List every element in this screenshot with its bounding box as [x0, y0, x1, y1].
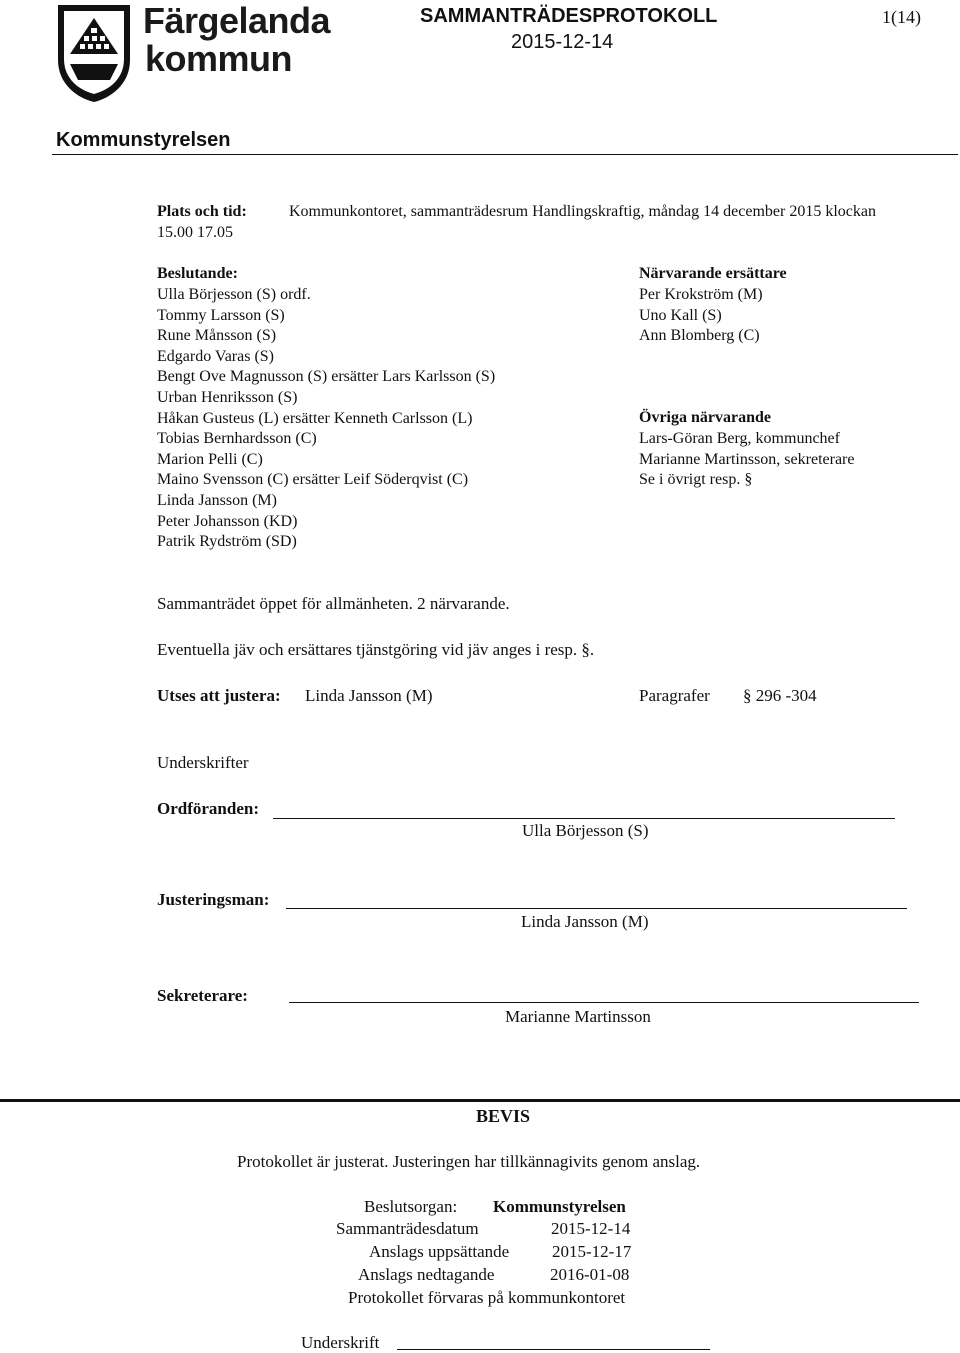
bevis-row-value: 2015-12-17 — [552, 1242, 632, 1261]
paragrafer-label: Paragrafer — [639, 686, 710, 705]
bevis-row-label: Anslags uppsättande — [369, 1242, 510, 1261]
list-item: Per Krokström (M) — [639, 286, 763, 303]
list-item: Patrik Rydström (SD) — [157, 533, 297, 551]
justeringsman-signature-line — [286, 908, 907, 909]
bevis-row-value: Kommunstyrelsen — [493, 1197, 626, 1216]
beslutande-heading: Beslutande: — [157, 265, 238, 282]
list-item: Marianne Martinsson, sekreterare — [639, 450, 855, 468]
list-item: Uno Kall (S) — [639, 306, 722, 324]
justera-name: Linda Jansson (M) — [305, 686, 433, 705]
place-time-value: Kommunkontoret, sammanträdesrum Handlingskraftig, måndag 14 december 2015 klockan — [289, 203, 876, 220]
document-title: SAMMANTRÄDESPROTOKOLL — [420, 5, 718, 27]
logo-wordmark-line2: kommun — [145, 38, 293, 79]
logo-wordmark-line1: Färgelanda — [143, 0, 331, 41]
bevis-row-label: Sammanträdesdatum — [336, 1219, 479, 1238]
justeringsman-name: Linda Jansson (M) — [521, 912, 649, 931]
municipal-coat-of-arms-logo — [55, 2, 133, 104]
justera-label: Utses att justera: — [157, 686, 281, 705]
list-item: Ulla Börjesson (S) ordf. — [157, 286, 311, 303]
list-item: Tobias Bernhardsson (C) — [157, 430, 317, 448]
ordforanden-name: Ulla Börjesson (S) — [522, 821, 649, 840]
list-item: Edgardo Varas (S) — [157, 347, 275, 365]
place-time-label: Plats och tid: — [157, 203, 247, 220]
place-time-value-continued: 15.00 17.05 — [157, 224, 233, 241]
list-item: Lars-Göran Berg, kommunchef — [639, 430, 840, 447]
list-item: Maino Svensson (C) ersätter Leif Söderqvist (C) — [157, 471, 469, 489]
sekreterare-signature-line — [289, 1002, 919, 1003]
sekreterare-name: Marianne Martinsson — [505, 1007, 651, 1026]
ovriga-heading: Övriga närvarande — [639, 409, 771, 426]
paragrafer-value: § 296 -304 — [743, 686, 817, 705]
underskrift-signature-line — [397, 1349, 710, 1350]
list-item: Marion Pelli (C) — [157, 450, 263, 468]
list-item: Håkan Gusteus (L) ersätter Kenneth Carlsson (L) — [157, 409, 473, 427]
sekreterare-label: Sekreterare: — [157, 986, 248, 1005]
ordforanden-signature-line — [273, 818, 895, 819]
list-item: Tommy Larsson (S) — [157, 306, 285, 324]
bevis-divider — [0, 1099, 960, 1102]
list-item: Ann Blomberg (C) — [639, 327, 760, 345]
document-date: 2015-12-14 — [511, 31, 614, 53]
ersattare-heading: Närvarande ersättare — [639, 265, 787, 282]
bevis-storage: Protokollet förvaras på kommunkontoret — [348, 1288, 626, 1307]
list-item: Linda Jansson (M) — [157, 491, 277, 509]
ovriga-list — [639, 429, 854, 491]
page-number: 1(14) — [882, 7, 921, 27]
list-item: Se i övrigt resp. § — [639, 471, 753, 489]
bevis-statement: Protokollet är justerat. Justeringen har tillkännagivits genom anslag. — [237, 1152, 701, 1171]
header-divider — [52, 154, 958, 155]
list-item: Urban Henriksson (S) — [157, 388, 298, 406]
ersattare-list — [639, 285, 763, 347]
bevis-row-label: Anslags nedtagande — [358, 1265, 495, 1284]
signatures-heading: Underskrifter — [157, 753, 249, 772]
list-item: Rune Månsson (S) — [157, 327, 277, 345]
public-session-note: Sammanträdet öppet för allmänheten. 2 närvarande. — [157, 594, 510, 613]
bevis-row-label: Beslutsorgan: — [364, 1197, 458, 1216]
underskrift-label: Underskrift — [301, 1333, 380, 1352]
bevis-row-value: 2016-01-08 — [550, 1265, 630, 1284]
ordforanden-label: Ordföranden: — [157, 799, 259, 818]
justeringsman-label: Justeringsman: — [157, 890, 270, 909]
list-item: Bengt Ove Magnusson (S) ersätter Lars Karlsson (S) — [157, 368, 496, 386]
bevis-title: BEVIS — [476, 1106, 531, 1126]
bevis-row-value: 2015-12-14 — [551, 1219, 631, 1238]
body-title: Kommunstyrelsen — [56, 129, 231, 151]
list-item: Peter Johansson (KD) — [157, 512, 298, 530]
conflict-of-interest-note: Eventuella jäv och ersättares tjänstgöring vid jäv anges i resp. §. — [157, 640, 595, 659]
beslutande-list — [157, 285, 495, 553]
